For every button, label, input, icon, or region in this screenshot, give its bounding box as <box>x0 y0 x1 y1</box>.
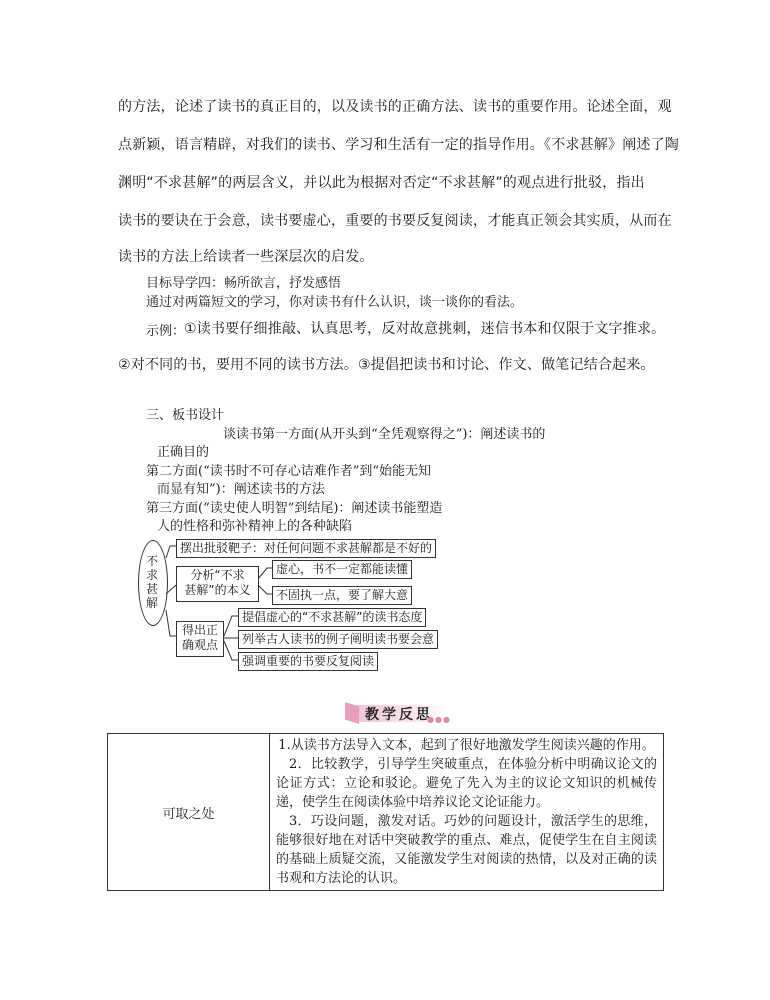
diagram-node-conclusion: 得出正 确观点 <box>176 621 224 657</box>
reflection-item-3: 3．巧设问题，激发对话。巧妙的问题设计，激活学生的思维，能够很好地在对话中突破教学的重点、难点，促使学生在自主阅读的基础上质疑交流，又能激发学生对阅读的热情，以及对正确的读书观和方法论的认识。 <box>276 814 657 886</box>
reflection-item-1: 1.从读书方法导入文本，起到了很好地激发学生阅读兴趣的作用。 <box>278 738 655 753</box>
reflection-header <box>345 702 453 724</box>
diagram-node-refute-target: 摆出批驳靶子：对任何问题不求甚解都是不好的 <box>176 539 436 558</box>
intro-line-3: 渊明“不求甚解”的两层含义，并以此为根据对否定“不求甚解”的观点进行批驳，指出 <box>118 175 645 191</box>
board-line-2: 正确目的 <box>157 445 210 460</box>
example-line-1: ①读书要仔细推敲、认真思考，反对故意挑刺，迷信书本和仅限于文字推求。 <box>184 321 666 337</box>
diagram-root: 不 求 甚 解 <box>146 554 159 610</box>
diagram-node-humble: 虚心，书不一定都能读懂 <box>272 560 412 579</box>
intro-line-5: 读书的方法上给读者一些深层次的启发。 <box>118 249 374 265</box>
diagram-node-attitude: 提倡虚心的“不求甚解”的读书态度 <box>238 608 426 627</box>
board-line-4: 而显有知”)：阐述读书的方法 <box>157 482 325 497</box>
board-line-1: 谈读书第一方面(从开头到“全凭观察得之”)：阐述读书的 <box>223 427 546 442</box>
goal-prompt: 通过对两篇短文的学习，你对读书有什么认识，谈一谈你的看法。 <box>146 295 524 310</box>
board-line-6: 人的性格和弥补精神上的各种缺陷 <box>157 519 353 534</box>
diagram-node-examples: 列举古人读书的例子阐明读书要会意 <box>238 630 438 649</box>
intro-line-2: 点新颖，语言精辟，对我们的读书、学习和生活有一定的指导作用。《不求甚解》阐述了陶 <box>118 137 679 153</box>
table-row <box>108 734 664 891</box>
table-cell-label: 可取之处 <box>108 734 270 891</box>
diagram-node-analysis: 分析“不求 甚解”的本义 <box>176 566 259 602</box>
intro-line-4: 读书的要诀在于会意，读书要虚心，重要的书要反复阅读，才能真正领会其实质，从而在 <box>118 213 672 229</box>
intro-line-1: 的方法，论述了读书的真正目的，以及读书的正确方法、读书的重要作用。论述全面，观 <box>118 99 672 115</box>
dots-decoration-icon: ●●● <box>427 715 451 724</box>
board-line-5: 第三方面(“读史使人明智”到结尾)：阐述读书能塑造 <box>146 501 443 516</box>
board-line-3: 第二方面(“读书时不可存心诘难作者”到“始能无知 <box>146 464 432 479</box>
goal-title: 目标导学四：畅所欲言，抒发感悟 <box>146 276 342 291</box>
diagram-node-reread: 强调重要的书要反复阅读 <box>238 652 378 671</box>
reflection-item-2: 2．比较教学，引导学生突破重点，在体验分析中明确议论文的论证方式：立论和驳论。避免了先入为主的议论文知识的机械传递，使学生在阅读体验中培养议论文论证能力。 <box>276 757 657 810</box>
example-line-2: ②对不同的书，要用不同的读书方法。③提倡把读书和讨论、作文、做笔记结合起来。 <box>118 357 655 373</box>
table-cell-content <box>270 734 664 891</box>
reflection-title: 教学反思 <box>365 707 433 723</box>
example-label: 示例： <box>146 324 186 339</box>
diagram-node-not-stubborn: 不固执一点，要了解大意 <box>272 586 412 605</box>
reflection-table <box>107 733 664 891</box>
board-heading: 三、板书设计 <box>146 408 225 423</box>
